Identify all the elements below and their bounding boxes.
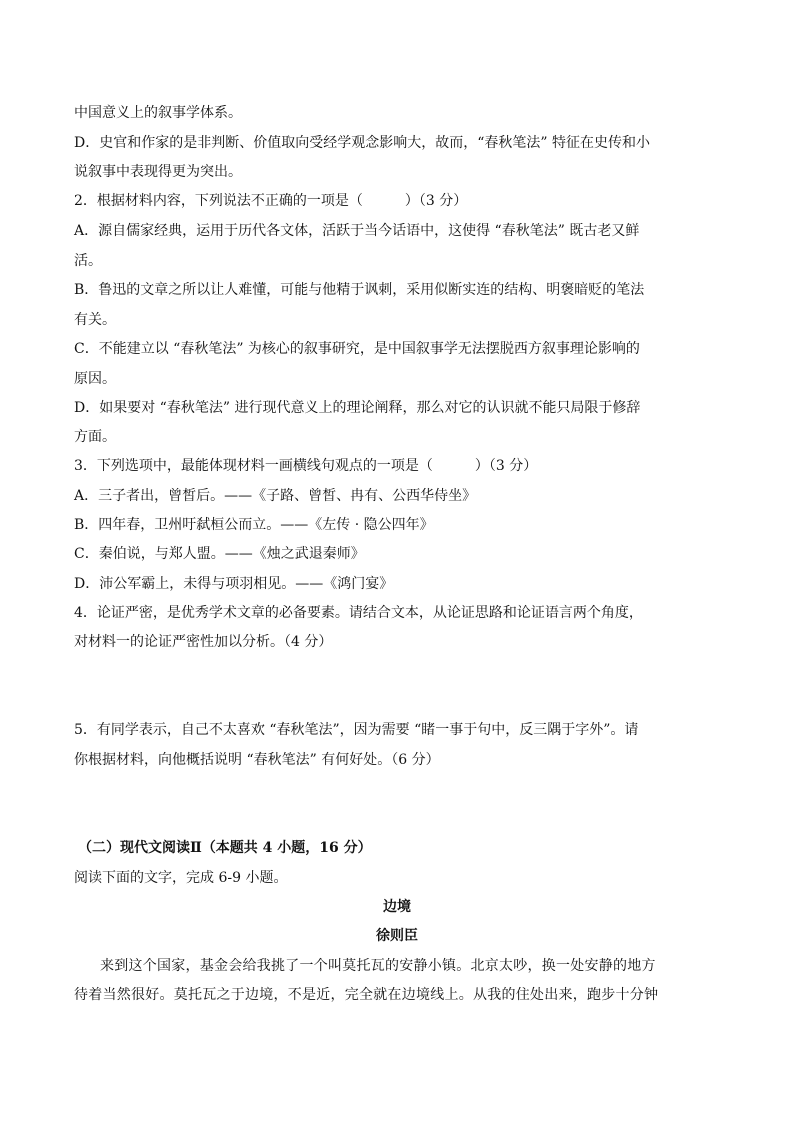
question-3-option-b: B．四年春，卫州吁弑桓公而立。——《左传 · 隐公四年》 [74,517,434,533]
passage-line: 来到这个国家，基金会给我挑了一个叫莫托瓦的安静小镇。北京太吵，换一处安静的地方 [100,958,656,974]
question-3-option-d: D．沛公军霸上，未得与项羽相见。——《鸿门宴》 [74,576,394,592]
question-2-option-d: D．如果要对 “春秋笔法” 进行现代意义上的理论阐释，那么对它的认识就不能只局限于修辞 [74,400,641,416]
question-3: 3．下列选项中，最能体现材料一画横线句观点的一项是（ ）（3 分） [74,458,538,474]
question-2-option-a: A．源自儒家经典，运用于历代各文体，活跃于当今话语中，这使得 “春秋笔法” 既古老又鲜 [74,223,640,239]
text-line: 中国意义上的叙事学体系。 [74,105,242,121]
text-line: 说叙事中表现得更为突出。 [74,164,242,180]
passage-line: 待着当然很好。莫托瓦之于边境，不是近，完全就在边境线上。从我的住处出来，跑步十分钟 [74,987,659,1003]
question-2-option-b: B．鲁迅的文章之所以让人难懂，可能与他精于讽刺，采用似断实连的结构、明褒暗贬的笔法 [74,282,645,298]
instruction-text: 阅读下面的文字，完成 6-9 小题。 [74,870,288,886]
article-author: 徐则臣 [376,928,418,944]
text-line: 有关。 [74,312,116,328]
question-3-option-c: C．秦伯说，与郑人盟。——《烛之武退秦师》 [74,546,365,562]
article-title: 边境 [383,899,411,915]
question-4: 4．论证严密，是优秀学术文章的必备要素。请结合文本，从论证思路和论证语言两个角度， [74,605,643,621]
text-line: 方面。 [74,429,116,445]
question-3-option-a: A．三子者出，曾皙后。——《子路、曾皙、冉有、公西华侍坐》 [74,488,477,504]
text-line: 你根据材料，向他概括说明 “春秋笔法” 有何好处。（6 分） [74,752,440,768]
text-line: 活。 [74,253,102,269]
text-line: 原因。 [74,371,116,387]
question-2: 2．根据材料内容，下列说法不正确的一项是（ ）（3 分） [74,193,468,209]
question-2-option-c: C．不能建立以 “春秋笔法” 为核心的叙事研究，是中国叙事学无法摆脱西方叙事理论影响的 [74,341,640,357]
question-5: 5．有同学表示，自己不太喜欢 “春秋笔法”，因为需要 “睹一事于句中，反三隅于字外”。请 [74,722,639,738]
option-d-line: D．史官和作家的是非判断、价值取向受经学观念影响大，故而，“春秋笔法” 特征在史传和小 [74,135,650,151]
text-line: 对材料一的论证严密性加以分析。（4 分） [74,634,333,650]
section-heading: （二）现代文阅读Ⅱ（本题共 4 小题，16 分） [78,840,372,856]
